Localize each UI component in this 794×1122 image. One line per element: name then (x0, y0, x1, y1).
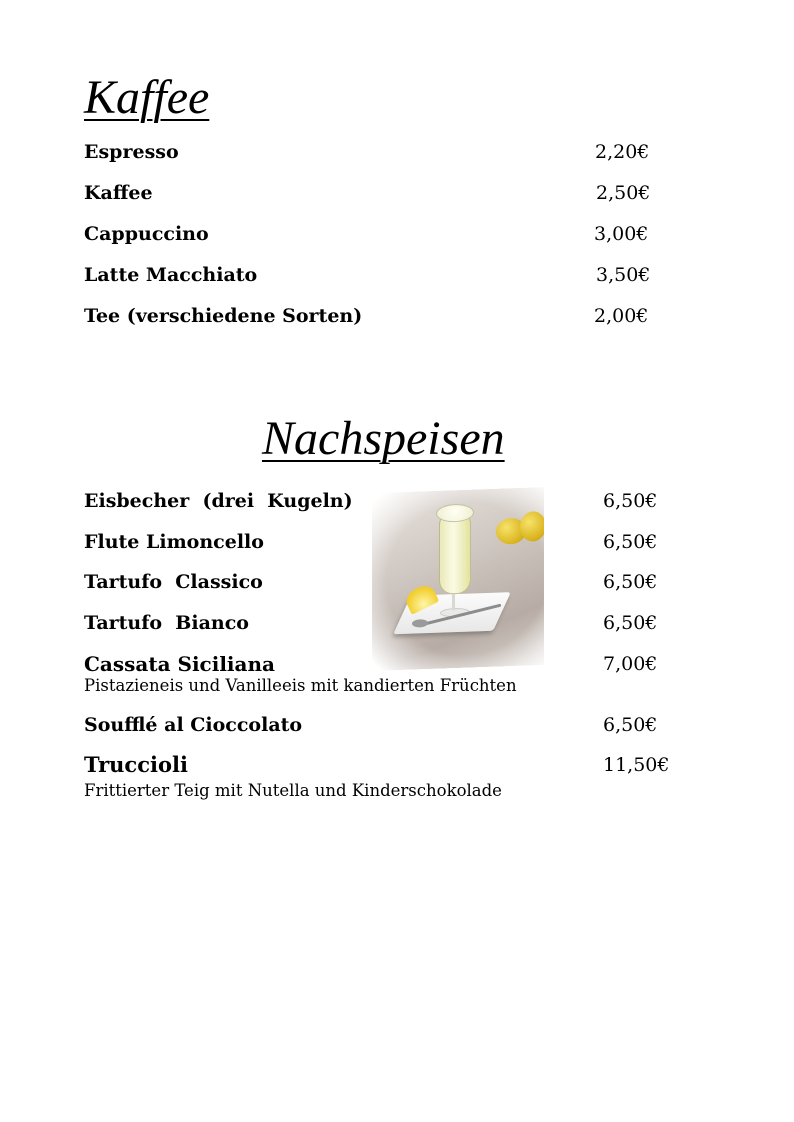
item-description: Pistazieneis und Vanilleeis mit kandierten Früchten (84, 676, 517, 695)
item-price: 2,20€ (595, 141, 650, 163)
item-price: 2,00€ (594, 305, 649, 327)
nachspeisen-section-title: Nachspeisen (262, 412, 505, 465)
item-price: 7,00€ (603, 653, 658, 675)
item-name: Tartufo Classico (84, 571, 263, 593)
item-price: 2,50€ (596, 182, 651, 204)
item-price: 6,50€ (603, 531, 658, 553)
item-name: Truccioli (84, 752, 188, 777)
item-price: 6,50€ (603, 490, 658, 512)
item-name: Latte Macchiato (84, 264, 258, 286)
item-price: 3,00€ (594, 223, 649, 245)
item-description: Frittierter Teig mit Nutella und Kinderschokolade (84, 781, 502, 800)
item-price: 6,50€ (603, 714, 658, 736)
item-price: 6,50€ (603, 571, 658, 593)
item-name: Kaffee (84, 182, 153, 204)
item-name: Tartufo Bianco (84, 612, 249, 634)
item-name: Tee (verschiedene Sorten) (84, 305, 363, 327)
item-name: Cassata Siciliana (84, 652, 275, 676)
item-name: Soufflé al Cioccolato (84, 714, 303, 736)
item-price: 3,50€ (596, 264, 651, 286)
item-price: 6,50€ (603, 612, 658, 634)
item-name: Cappuccino (84, 223, 209, 245)
dessert-photo (372, 487, 544, 671)
item-name: Eisbecher (drei Kugeln) (84, 490, 353, 512)
item-name: Espresso (84, 141, 179, 163)
item-name: Flute Limoncello (84, 531, 264, 553)
item-price: 11,50€ (603, 754, 670, 776)
kaffee-section-title: Kaffee (84, 71, 210, 124)
